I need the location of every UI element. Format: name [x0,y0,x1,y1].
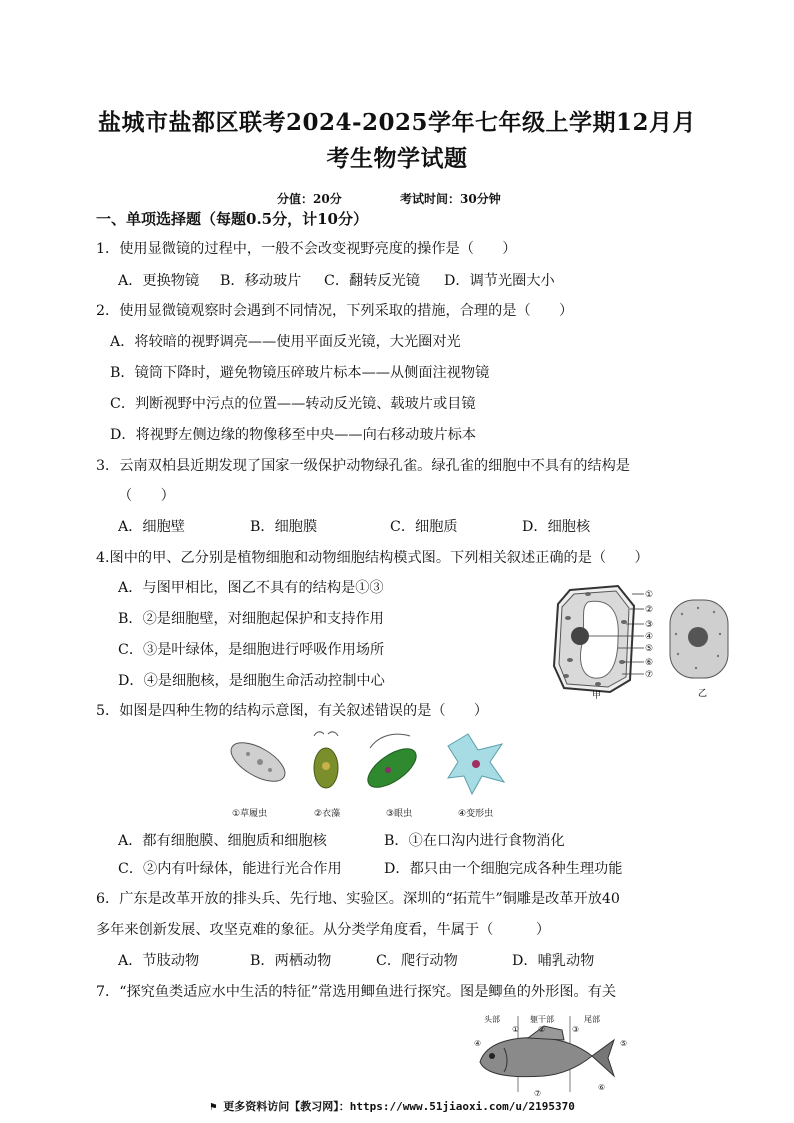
cell-diagram-figure [548,582,748,700]
footer-link[interactable] [210,1098,575,1114]
chlamydomonas-image [314,732,338,788]
q3-option-b: B．细胞膜 [250,519,318,535]
q4-stem: 4.图中的甲、乙分别是植物细胞和动物细胞结构模式图。下列相关叙述正确的是（ ） [96,550,649,566]
q5-option-a: A．都有细胞膜、细胞质和细胞核 [118,833,327,849]
fish-num-6: ⑥ [598,1083,606,1092]
fish-num-3: ③ [572,1025,580,1034]
q4-option-a: A．与图甲相比，图乙不具有的结构是①③ [118,580,384,596]
fish-num-2: ② [538,1025,546,1034]
q2-option-a: A．将较暗的视野调亮——使用平面反光镜，大光圈对光 [110,334,461,350]
euglena-image [362,734,423,795]
q6-option-c: C．爬行动物 [376,953,458,969]
q7-stem: 7．“探究鱼类适应水中生活的特征”常选用鲫鱼进行探究。图是鲫鱼的外形图。有关 [96,984,617,1000]
footer-text: 更多资料访问【教习网】：https://www.51jiaoxi.com/u/2195370 [223,1100,575,1113]
caption-chlamydomonas: ②衣藻 [314,809,341,819]
q2-stem: 2．使用显微镜观察时会遇到不同情况，下列采取的措施，合理的是（ ） [96,303,574,319]
page-title-line1: 盐城市盐都区联考2024-2025学年七年级上学期12月月 [97,109,697,136]
q5-option-d: D．都只由一个细胞完成各种生理功能 [384,861,623,877]
fish-num-4: ④ [474,1039,482,1048]
q5-stem: 5．如图是四种生物的结构示意图，有关叙述错误的是（ ） [96,703,489,719]
protist-figure [220,728,520,800]
q4-option-b: B．②是细胞壁，对细胞起保护和支持作用 [118,611,384,627]
q5-option-b: B．①在口沟内进行食物消化 [384,833,565,849]
q1-stem: 1．使用显微镜的过程中，一般不会改变视野亮度的操作是（ ） [96,241,517,257]
q2-option-d: D．将视野左侧边缘的物像移至中央——向右移动玻片标本 [110,427,477,443]
section-heading: 一、单项选择题（每题0.5分，计10分） [96,210,368,228]
fish-num-1: ① [512,1025,520,1034]
fig-label-2: ② [645,605,654,615]
fish-label-trunk: 躯干部 [530,1015,554,1024]
fig-label-yi: 乙 [698,689,708,699]
page-title-line2: 考生物学试题 [326,145,468,172]
q3-stem: 3．云南双柏县近期发现了国家一级保护动物绿孔雀。绿孔雀的细胞中不具有的结构是 [96,458,630,474]
amoeba-image [448,734,504,794]
fig-label-jia: 甲 [592,691,602,700]
caption-euglena: ③眼虫 [386,809,413,819]
q4-option-c: C．③是叶绿体，是细胞进行呼吸作用场所 [118,642,385,658]
fish-label-head: 头部 [484,1015,500,1024]
q1-option-b: B．移动玻片 [220,273,302,289]
fig-label-1: ① [645,590,654,600]
q1-option-a: A．更换物镜 [118,273,200,289]
fig-label-7: ⑦ [645,670,654,680]
q2-option-b: B．镜筒下降时，避免物镜压碎玻片标本——从侧面注视物镜 [110,365,490,381]
q6-option-b: B．两栖动物 [250,953,332,969]
fish-num-5: ⑤ [620,1039,628,1048]
q4-option-d: D．④是细胞核，是细胞生命活动控制中心 [118,673,385,689]
q6-option-a: A．节肢动物 [118,953,200,969]
plant-cell-nucleus [571,627,589,645]
q1-option-c: C．翻转反光镜 [324,273,420,289]
time-info: 考试时间：30分钟 [400,192,501,206]
fish-label-tail: 尾部 [584,1015,600,1024]
fish-figure [474,1012,634,1098]
q1-option-d: D．调节光圈大小 [444,273,555,289]
crucian-carp-image [480,1026,614,1077]
fig-label-3: ③ [645,620,654,630]
animal-cell-nucleus [688,627,708,647]
fig-label-5: ⑤ [645,644,654,654]
q6-option-d: D．哺乳动物 [512,953,595,969]
q6-line1: 6．广东是改革开放的排头兵、先行地、实验区。深圳的“拓荒牛”铜雕是改革开放40 [96,891,620,907]
flag-icon: ⚑ [210,1100,224,1113]
q3-option-c: C．细胞质 [390,519,458,535]
fish-num-7: ⑦ [534,1089,542,1098]
fig-label-4: ④ [645,632,654,642]
caption-paramecium: ①草履虫 [232,809,268,819]
score-info: 分值：20分 [277,192,342,206]
q3-paren: （ ） [118,488,175,504]
q2-option-c: C．判断视野中污点的位置——转动反光镜、载玻片或目镜 [110,396,476,412]
paramecium-image [225,735,291,789]
fig-label-6: ⑥ [645,658,654,668]
q3-option-a: A．细胞壁 [118,519,185,535]
caption-amoeba: ④变形虫 [458,809,494,819]
q3-option-d: D．细胞核 [522,519,591,535]
q6-line2: 多年来创新发展、攻坚克难的象征。从分类学角度看，牛属于（ ） [96,922,551,938]
q5-option-c: C．②内有叶绿体，能进行光合作用 [118,861,342,877]
